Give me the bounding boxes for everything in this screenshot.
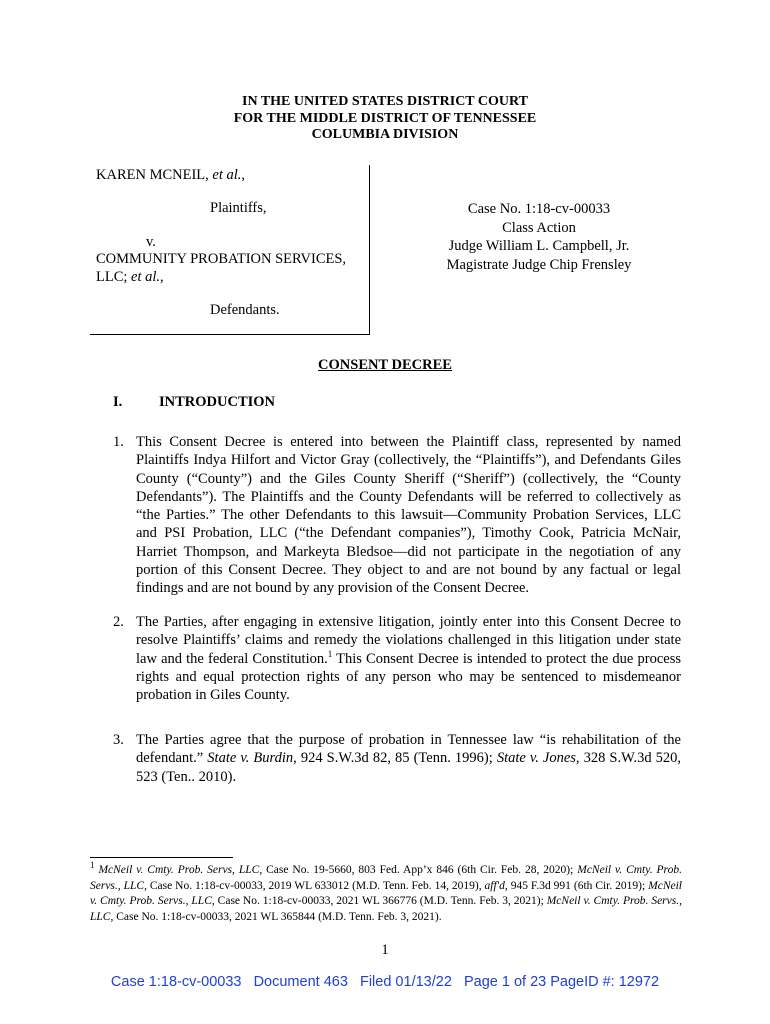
footnote: $^1$ McNeil v. Cmty. Prob. Servs, LLC, Case No. 19-5660, 803 Fed. App’x 846 (6th Cir. Feb. 28, 2020); McNeil v. Cmty. Prob. Servs., LLC, Case No. 1:18-cv-00033, 2019 WL 633012 (M.D. Tenn. Feb. 14, 2019), aff'd, 945 F.3d 991 (6th Cir. 2019); McNeil v. Cmty. Prob. Servs., LLC, Case No. 1:18-cv-00033, 2021 WL 366776 (M.D. Tenn. Feb. 3, 2021); McNeil v. Cmty. Prob. Servs., LLC, Case No. 1:18-cv-00033, 2021 WL 365844 (M.D. Tenn. Feb. 3, 2021).	[90, 860, 682, 923]
case-number: Case No. 1:18-cv-00033	[467, 201, 611, 217]
defendant-name: COMMUNITY PROBATION SERVICES, LLC; et al.,	[96, 251, 347, 285]
court-name: IN THE UNITED STATES DISTRICT COURT	[242, 94, 528, 109]
paragraph-text: This Consent Decree is entered into between the Plaintiff class, represented by named Plaintiffs Indya Hilfort and Victor Gray (collectively, the “Plaintiffs”), and Defendants Giles County (“County”) and the Giles County Sheriff (“Sheriff”) (collectively, the “County Defendants”). The Plaintiffs and the County Defendants will be referred to collectively as “the Parties.” The other Defendants to this lawsuit—Community Probation Services, LLC and PSI Probation, LLC (“the Defendant companies”), Timothy Cook, Patricia McNair, Harriet Thompson, and Markeyta Bledsoe—did not participate in the negotiation of any portion of this Consent Decree. They object to and are not bound by any factual or legal findings and are not bound by any provision of the Consent Decree.	[136, 434, 681, 597]
judge: Judge William L. Campbell, Jr.	[448, 238, 630, 254]
magistrate-judge: Magistrate Judge Chip Frensley	[446, 256, 632, 273]
case-info	[430, 200, 648, 274]
caption-parties	[96, 166, 368, 318]
section-number: I.	[113, 394, 123, 410]
footnote-mark: 1	[90, 860, 95, 871]
footnote-ref[interactable]: 1	[327, 648, 333, 659]
case-type: Class Action	[502, 219, 576, 236]
paragraph-number: 1.	[113, 434, 124, 450]
versus: v.	[146, 234, 156, 250]
section-title: INTRODUCTION	[159, 394, 276, 410]
document-title: CONSENT DECREE	[318, 357, 452, 373]
paragraph-number: 3.	[113, 732, 124, 748]
page-number: 1	[381, 942, 389, 958]
filing-stamp: Case 1:18-cv-00033 Document 463 Filed 01/13/22 Page 1 of 23 PageID #: 12972	[110, 974, 660, 990]
caption-divider-horizontal	[90, 334, 370, 335]
court-division: COLUMBIA DIVISION	[311, 127, 459, 142]
defendants-label: Defendants.	[210, 302, 280, 318]
paragraph-3	[113, 731, 681, 786]
footnote-divider	[90, 857, 233, 858]
court-header	[0, 94, 770, 144]
paragraph-text: The Parties, after engaging in extensive litigation, jointly enter into this Consent Decree to resolve Plaintiffs’ claims and remedy the violations challenged in this litigation under state law and the federal Constitution.$^1$ This Consent Decree is intended to protect the due process rights and equal protection rights of any person who may be sentenced to misdemeanor probation in Giles County.	[136, 614, 681, 704]
paragraph-1	[113, 433, 681, 598]
paragraph-text: The Parties agree that the purpose of probation in Tennessee law “is rehabilitation of the defendant.” State v. Burdin, 924 S.W.3d 82, 85 (Tenn. 1996); State v. Jones, 328 S.W.3d 520, 523 (Ten.. 2010).	[136, 732, 682, 785]
paragraph-number: 2.	[113, 614, 124, 630]
plaintiffs-label: Plaintiffs,	[210, 200, 267, 216]
caption-divider-vertical	[369, 165, 370, 335]
court-district: FOR THE MIDDLE DISTRICT OF TENNESSEE	[233, 110, 537, 126]
plaintiff-name: KAREN MCNEIL, et al.,	[96, 167, 246, 183]
paragraph-2	[113, 613, 681, 704]
